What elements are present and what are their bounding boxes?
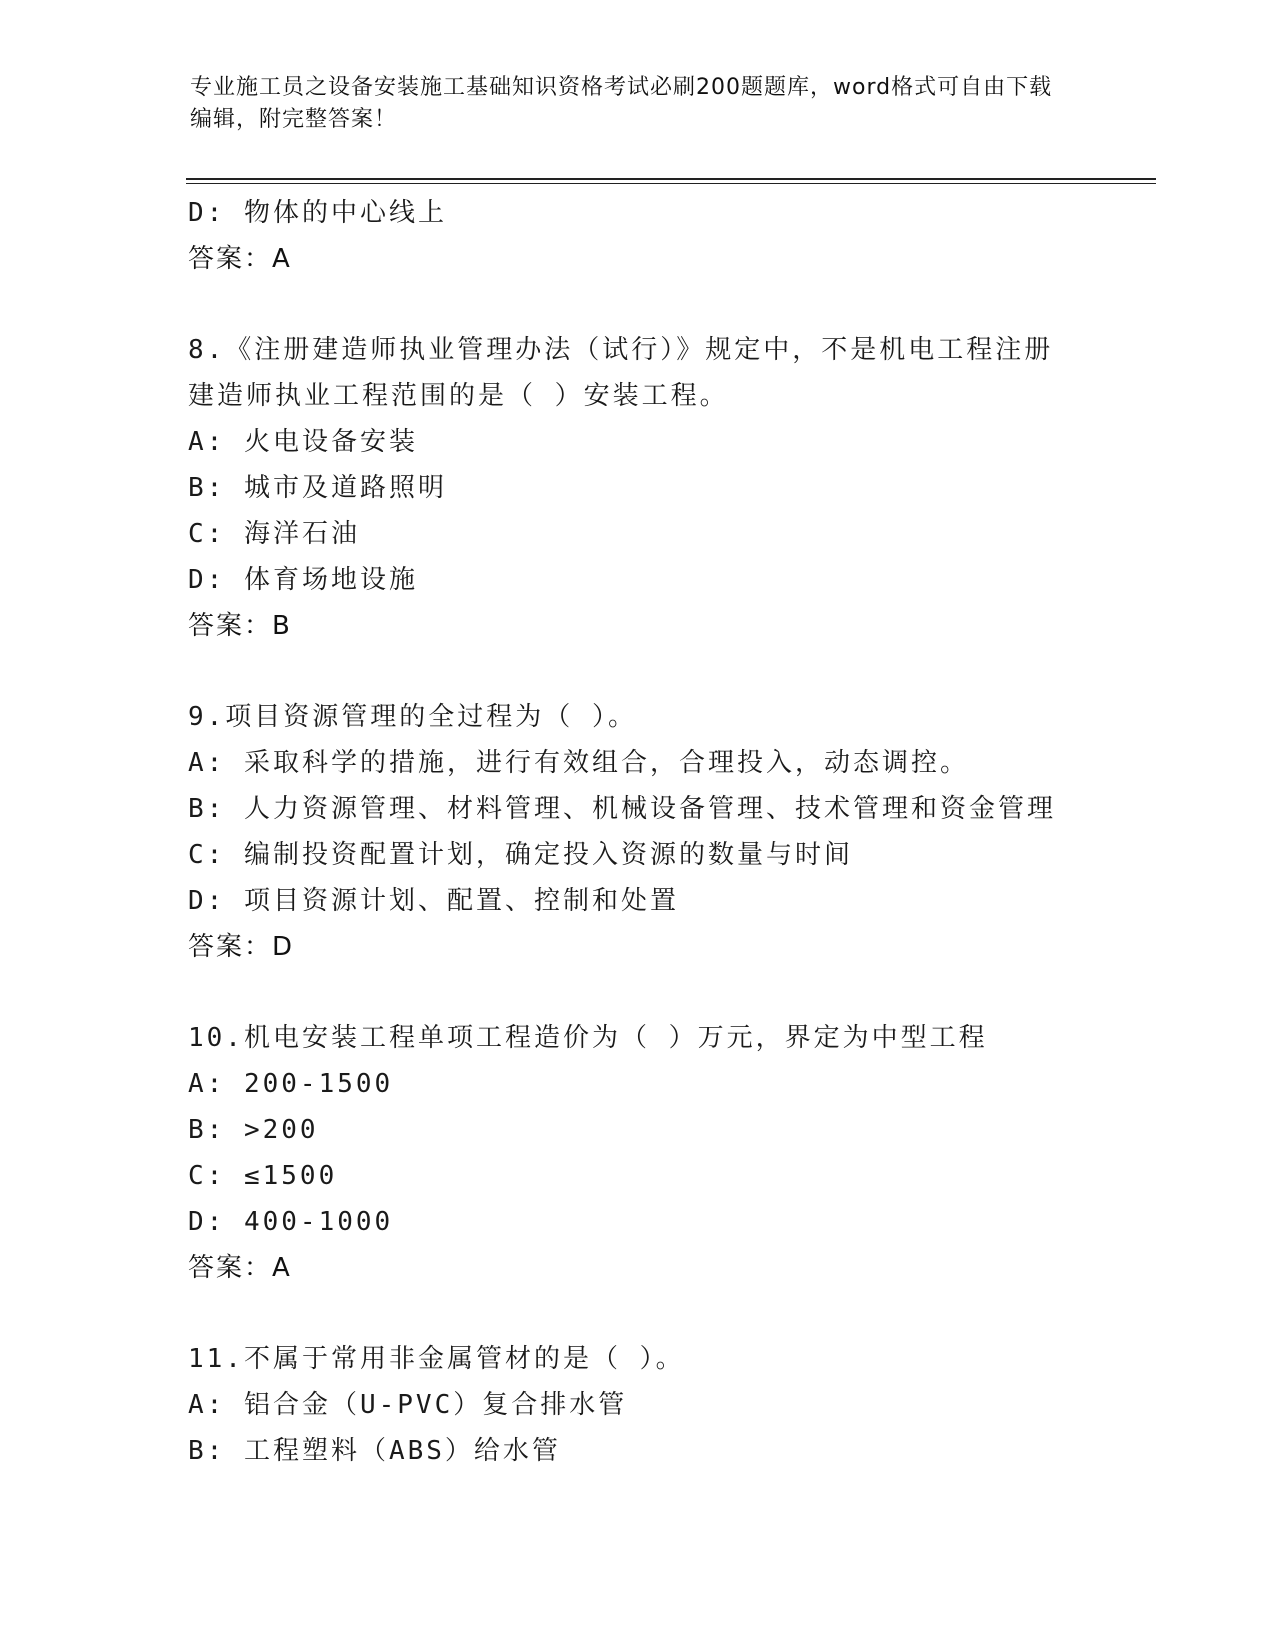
question-stem: 8.《注册建造师执业管理办法（试行）》规定中，不是机电工程注册建造师执业工程范围的是（ ）安装工程。 — [188, 335, 1054, 411]
question-stem: 11.不属于常用非金属管材的是（ ）。 — [188, 1344, 685, 1374]
option-text: D: 项目资源计划、配置、控制和处置 — [188, 886, 679, 916]
question-block — [188, 694, 1148, 970]
option-text: D: 400-1000 — [188, 1207, 394, 1237]
option-text: C: 编制投资配置计划，确定投入资源的数量与时间 — [188, 840, 853, 870]
question-block — [188, 1015, 1148, 1291]
question-block — [188, 327, 1148, 649]
option-text: B: 城市及道路照明 — [188, 473, 447, 503]
option-text: C: 海洋石油 — [188, 519, 360, 549]
option-text: B: >200 — [188, 1115, 319, 1145]
option-text: D: 物体的中心线上 — [188, 198, 447, 228]
option-text: B: 人力资源管理、材料管理、机械设备管理、技术管理和资金管理 — [188, 794, 1056, 824]
header-rule-thin — [186, 183, 1156, 184]
answer-text: 答案：D — [188, 932, 295, 962]
answer-text: 答案：A — [188, 1253, 292, 1283]
option-text: A: 铝合金（U-PVC）复合排水管 — [188, 1390, 628, 1420]
option-text: D: 体育场地设施 — [188, 565, 418, 595]
answer-text: 答案：B — [188, 611, 292, 641]
option-text: C: ≤1500 — [188, 1161, 338, 1191]
question-block — [188, 1336, 1148, 1474]
document-header: 专业施工员之设备安装施工基础知识资格考试必刷200题题库，word格式可自由下载编辑，附完整答案！ — [190, 75, 1053, 132]
header-rule-thick — [186, 178, 1156, 180]
question-stem: 9.项目资源管理的全过程为（ ）。 — [188, 702, 637, 732]
option-text: A: 火电设备安装 — [188, 427, 418, 457]
question-stem: 10.机电安装工程单项工程造价为（ ）万元，界定为中型工程 — [188, 1023, 988, 1053]
option-text: A: 采取科学的措施，进行有效组合，合理投入，动态调控。 — [188, 748, 969, 778]
question-list — [188, 190, 1148, 1474]
answer-text: 答案：A — [188, 244, 292, 274]
option-text: A: 200-1500 — [188, 1069, 394, 1099]
option-text: B: 工程塑料（ABS）给水管 — [188, 1436, 561, 1466]
